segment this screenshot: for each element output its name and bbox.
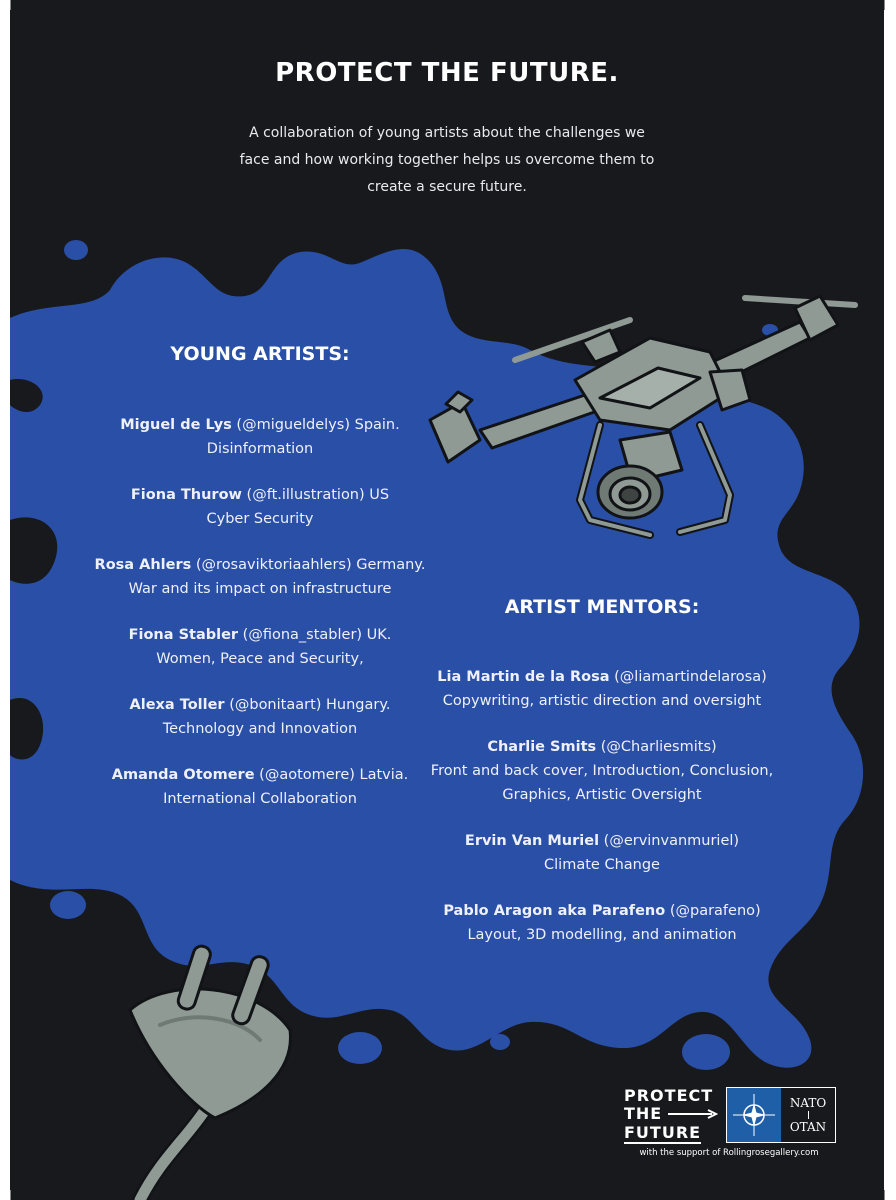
artist-name: Fiona Stabler	[128, 627, 239, 643]
intro-line: create a secure future.	[367, 179, 527, 195]
arrow-icon	[668, 1109, 718, 1119]
artist-handle: (@aotomere) Latvia.	[254, 767, 409, 783]
ink-droplet	[682, 1034, 730, 1070]
support-credit: with the support of Rollingrosegallery.com	[639, 1148, 819, 1158]
artist-name: Rosa Ahlers	[94, 557, 192, 573]
logo-line: THE	[624, 1104, 663, 1123]
artist-topic: Disinformation	[206, 441, 314, 457]
artist-topic: Technology and Innovation	[162, 721, 358, 737]
ink-droplet	[490, 1034, 510, 1050]
logo-line: FUTURE	[624, 1123, 702, 1142]
crop-mark	[10, 1190, 11, 1200]
ink-droplet	[338, 1032, 382, 1064]
artist-name: Miguel de Lys	[120, 417, 232, 433]
artist-name: Amanda Otomere	[111, 767, 255, 783]
artist-handle: (@rosaviktoriaahlers) Germany.	[191, 557, 426, 573]
crop-mark	[884, 1190, 885, 1200]
artist-mentors-heading: ARTIST MENTORS:	[504, 596, 700, 618]
page-title: PROTECT THE FUTURE.	[275, 58, 619, 88]
poster-page	[10, 0, 884, 1200]
mentor-entry	[422, 829, 782, 877]
artist-entry	[80, 553, 440, 601]
mentor-role: Climate Change	[544, 857, 660, 873]
artist-topic: Cyber Security	[206, 511, 314, 527]
nato-en: NATO	[789, 1096, 827, 1110]
mentor-handle: (@Charliesmits)	[596, 739, 717, 755]
artist-name: Fiona Thurow	[130, 487, 242, 503]
artist-entry	[90, 763, 430, 811]
intro-text	[210, 120, 684, 201]
ink-droplet	[64, 240, 88, 260]
mentor-role: Front and back cover, Introduction, Conclusion,	[430, 763, 774, 779]
crop-mark	[884, 0, 885, 10]
crop-mark	[10, 0, 11, 10]
artist-entry	[90, 693, 430, 741]
ink-droplet	[177, 893, 195, 907]
mentor-entry	[422, 665, 782, 713]
artist-entry	[90, 413, 430, 461]
mentor-handle: (@ervinvanmuriel)	[599, 833, 740, 849]
artist-handle: (@ft.illustration) US	[241, 487, 390, 503]
artist-entry	[90, 623, 430, 671]
nato-wordmark	[781, 1088, 835, 1142]
artist-topic: War and its impact on infrastructure	[128, 581, 392, 597]
artist-handle: (@bonitaart) Hungary.	[224, 697, 391, 713]
young-artists-heading: YOUNG ARTISTS:	[170, 343, 350, 365]
mentor-entry	[412, 735, 792, 807]
nato-logo	[726, 1087, 836, 1143]
mentor-role-continued: Graphics, Artistic Oversight	[502, 787, 702, 803]
mentor-entry	[422, 899, 782, 947]
mentor-role: Layout, 3D modelling, and animation	[467, 927, 737, 943]
ink-droplet	[50, 891, 86, 919]
mentor-name: Charlie Smits	[487, 739, 597, 755]
mentor-name: Ervin Van Muriel	[464, 833, 600, 849]
nato-flag	[727, 1088, 781, 1142]
mentor-handle: (@liamartindelarosa)	[609, 669, 767, 685]
intro-line: A collaboration of young artists about the challenges we	[249, 125, 645, 141]
mentor-role: Copywriting, artistic direction and oversight	[442, 693, 762, 709]
intro-line: face and how working together helps us overcome them to	[239, 152, 655, 168]
nato-compass-icon	[727, 1088, 781, 1142]
artist-name: Alexa Toller	[129, 697, 225, 713]
artist-handle: (@fiona_stabler) UK.	[238, 627, 392, 643]
mentor-name: Lia Martin de la Rosa	[437, 669, 610, 685]
mentor-handle: (@parafeno)	[665, 903, 761, 919]
nato-fr: OTAN	[789, 1120, 827, 1134]
artist-topic: Women, Peace and Security,	[156, 651, 364, 667]
artist-topic: International Collaboration	[163, 791, 357, 807]
logo-line: PROTECT	[624, 1086, 714, 1105]
artist-handle: (@migueldelys) Spain.	[231, 417, 400, 433]
power-plug-illustration	[130, 944, 290, 1200]
mentor-name: Pablo Aragon aka Parafeno	[443, 903, 666, 919]
protect-the-future-logo	[624, 1087, 718, 1144]
logo-line-row	[624, 1105, 718, 1123]
divider	[808, 1111, 809, 1119]
artist-entry	[90, 483, 430, 531]
